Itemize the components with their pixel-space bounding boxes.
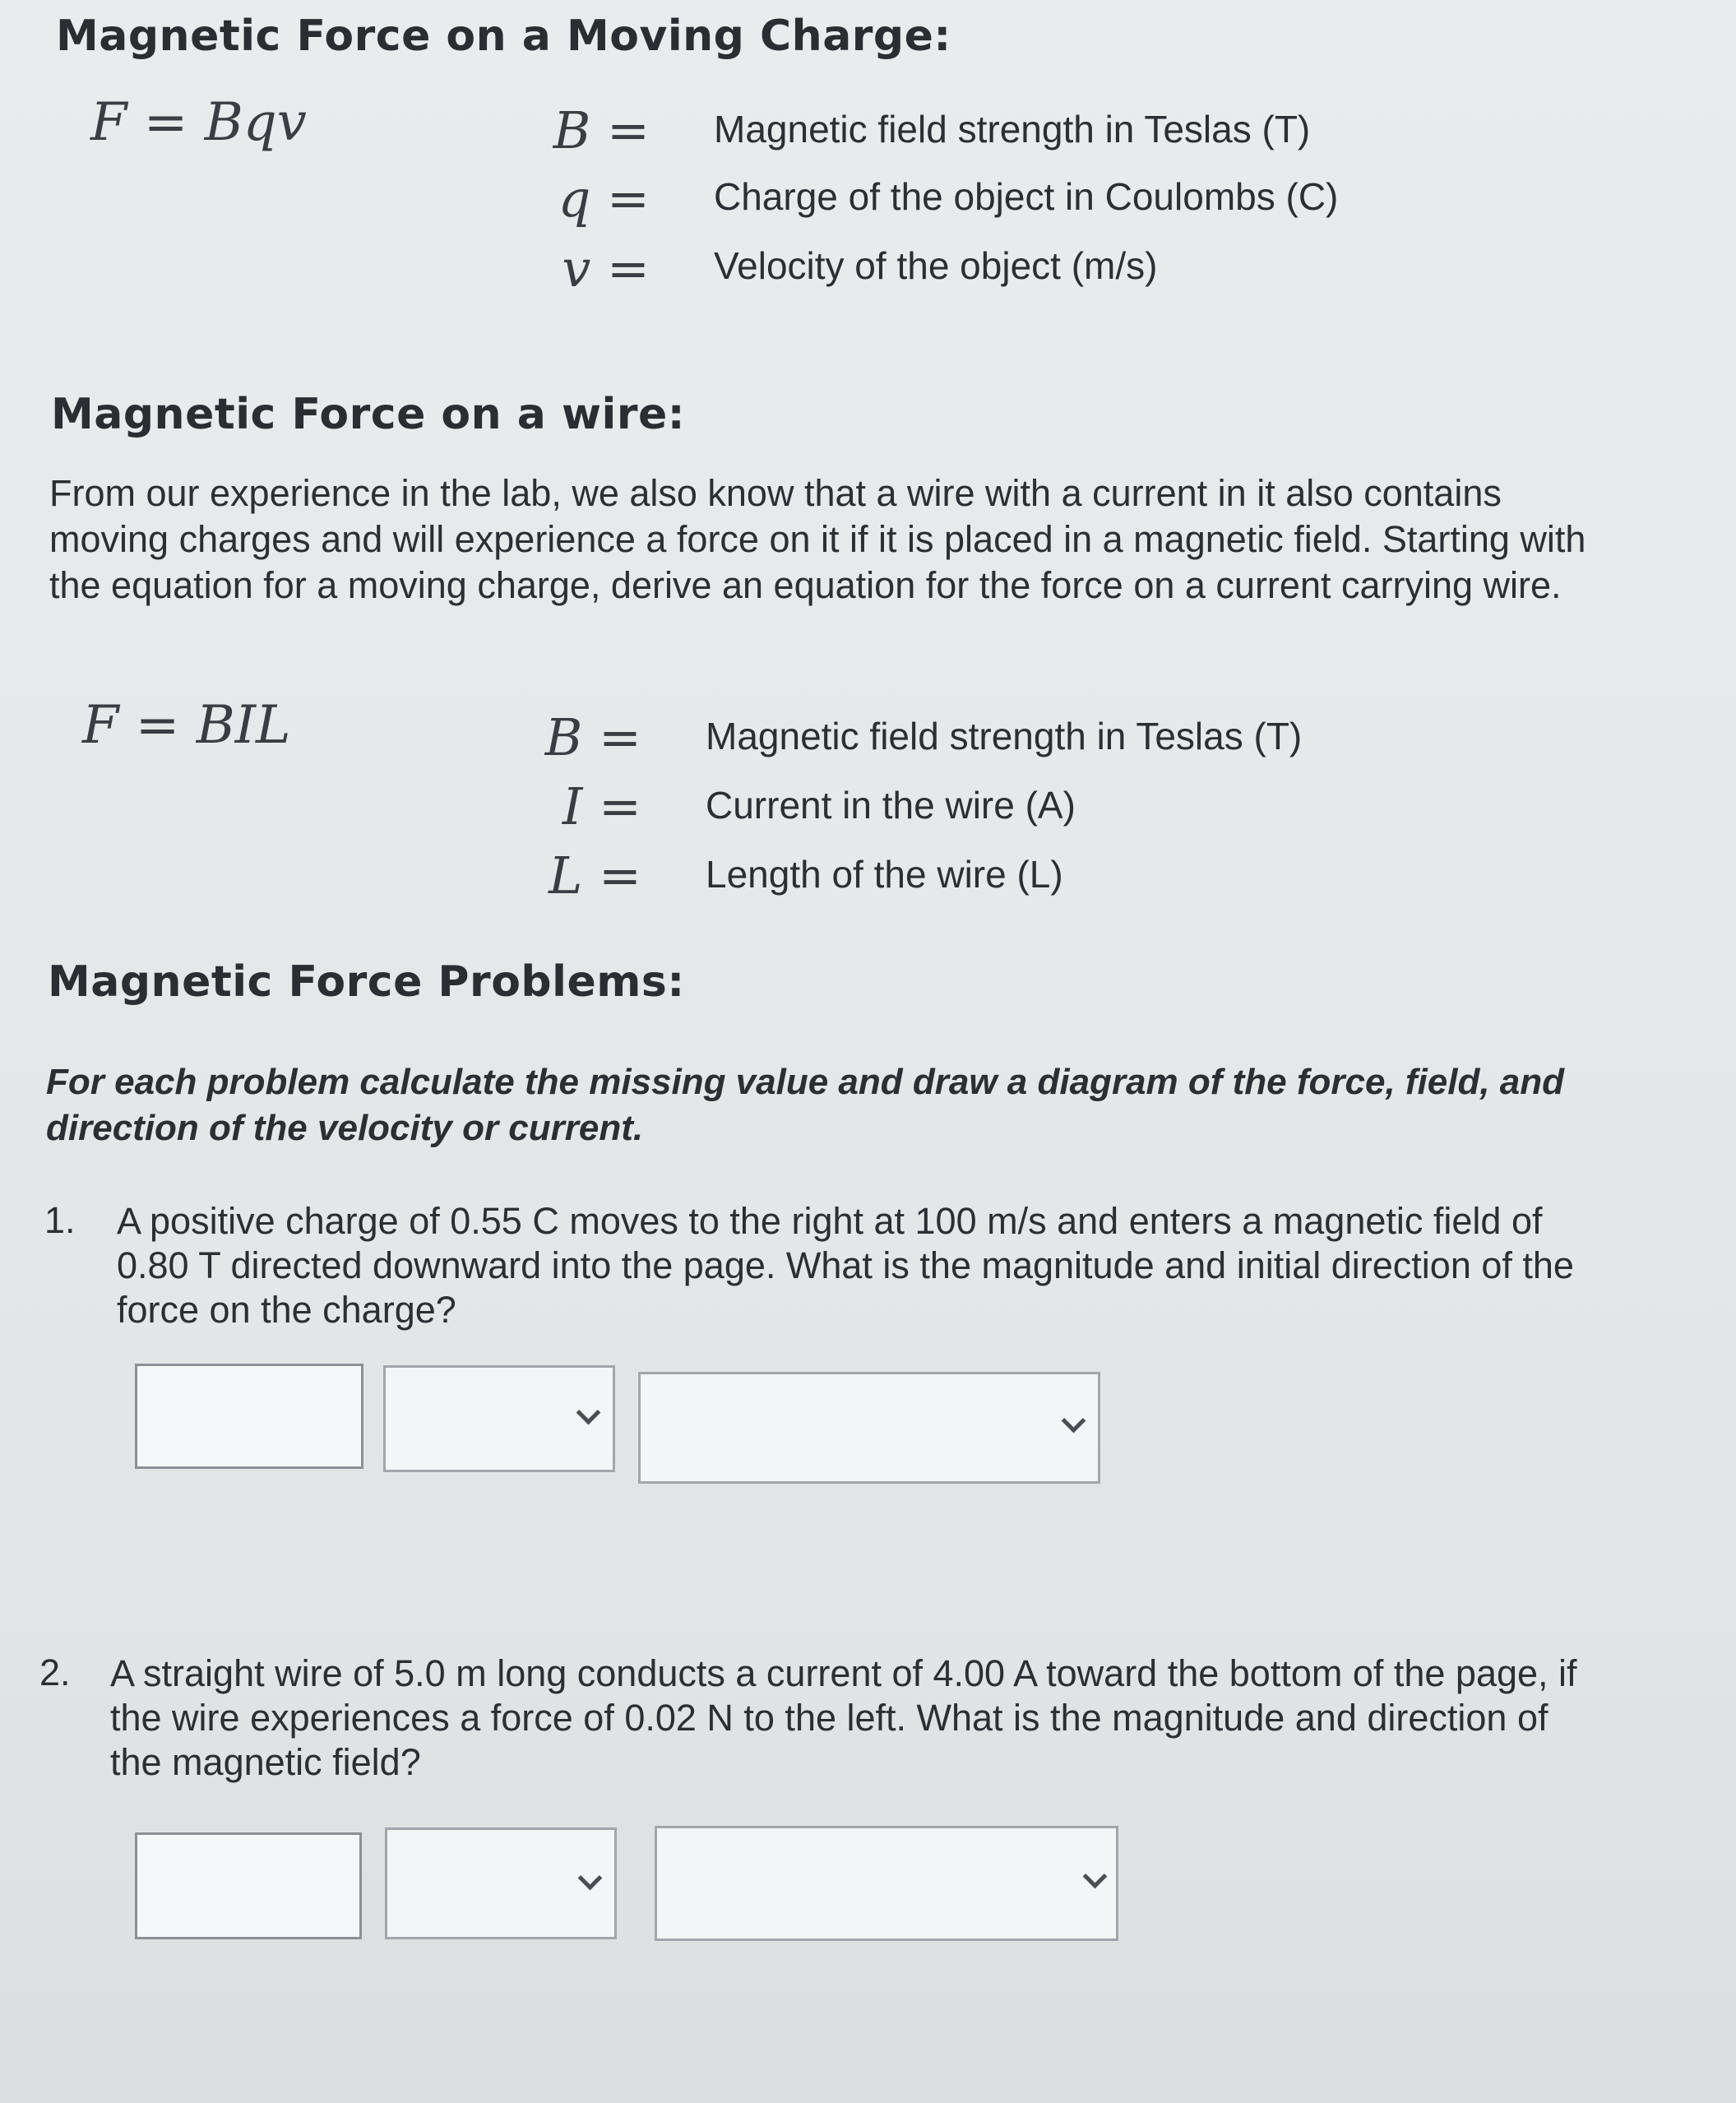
var-desc-b-wire: Magnetic field strength in Teslas (T) [706,715,1303,757]
unit-select-1[interactable] [383,1365,615,1472]
unit-select-2[interactable] [385,1827,617,1939]
heading-moving-charge: Magnetic Force on a Moving Charge: [56,12,951,61]
problem-text-1 [117,1199,1720,1332]
var-desc-q: Charge of the object in Coulombs (C) [714,175,1339,218]
equation-f-bqv: F = Bqv [90,92,307,153]
equation-f-bil: F = BIL [82,695,291,756]
answer-input-1[interactable] [135,1364,363,1469]
problem-text-2 [110,1651,1714,1785]
answer-input-2[interactable] [135,1832,362,1939]
var-symbol-b: B = [553,100,650,160]
var-symbol-i: I = [562,776,641,836]
var-desc-i: Current in the wire (A) [706,784,1076,827]
instruction-line: For each problem calculate the missing value and draw a diagram of the force, field, and [46,1062,1565,1102]
var-symbol-q: q = [558,169,650,229]
heading-problems: Magnetic Force Problems: [48,957,685,1007]
var-symbol-l: L = [549,845,641,906]
var-desc-l: Length of the wire (L) [706,853,1063,896]
paragraph-line: From our experience in the lab, we also know that a wire with a current in it also contains [49,472,1502,514]
chevron-down-icon [1062,1409,1086,1434]
problem-number-2: 2. [39,1651,71,1693]
chevron-down-icon [576,1401,601,1425]
paragraph-line: moving charges and will experience a force on it if it is placed in a magnetic field. Starting with [49,518,1586,560]
wire-paragraph [49,470,1719,609]
heading-wire: Magnetic Force on a wire: [51,390,686,439]
problem-number-1: 1. [44,1199,76,1241]
var-symbol-v: v = [562,239,650,299]
var-desc-b: Magnetic field strength in Teslas (T) [714,108,1311,151]
paragraph-line: the equation for a moving charge, derive an equation for the force on a current carrying wire. [49,564,1562,606]
var-desc-v: Velocity of the object (m/s) [714,244,1158,287]
problem-line: A positive charge of 0.55 C moves to the right at 100 m/s and enters a magnetic field of [117,1200,1543,1242]
instruction-line: direction of the velocity or current. [46,1108,644,1148]
problem-line: the wire experiences a force of 0.02 N to the left. What is the magnitude and direction of [110,1697,1549,1739]
problem-line: force on the charge? [117,1289,456,1331]
problems-instruction [46,1059,1724,1151]
direction-select-1[interactable] [638,1372,1100,1484]
problem-line: the magnetic field? [110,1741,421,1783]
problem-line: 0.80 T directed downward into the page. What is the magnitude and initial direction of the [117,1244,1574,1286]
direction-select-2[interactable] [655,1826,1118,1941]
problem-line: A straight wire of 5.0 m long conducts a current of 4.00 A toward the bottom of the page, if [110,1652,1577,1694]
var-symbol-b-wire: B = [544,707,641,767]
chevron-down-icon [1083,1864,1108,1889]
chevron-down-icon [578,1866,603,1891]
